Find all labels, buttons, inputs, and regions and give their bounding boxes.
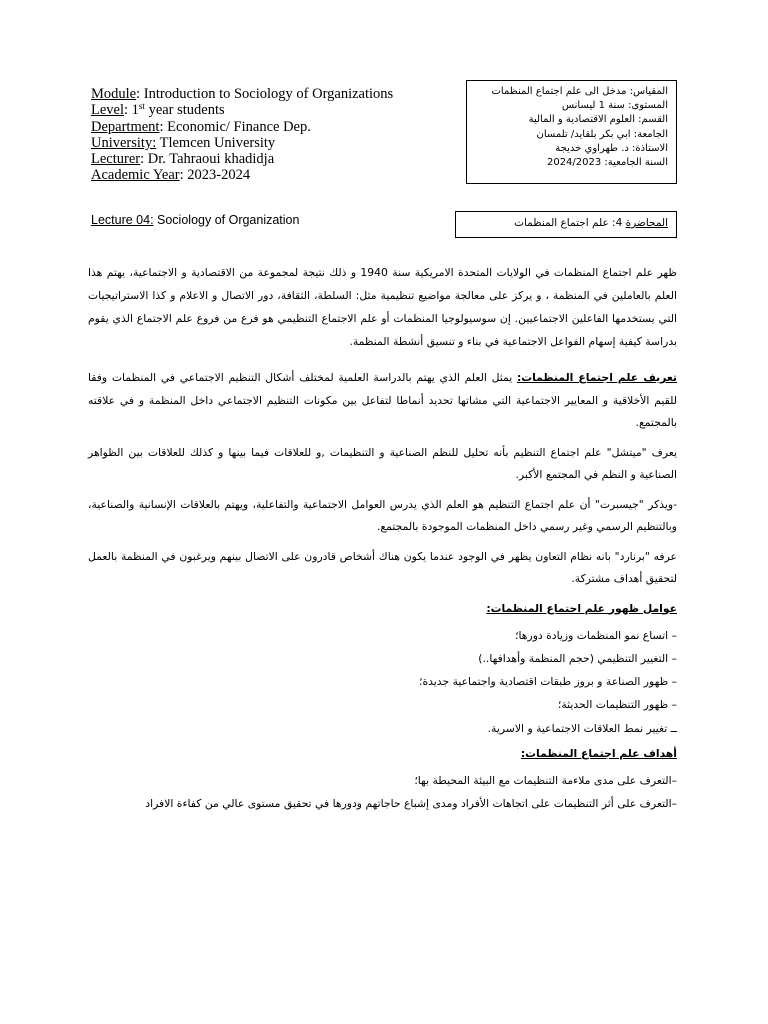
- academic-year-row: [91, 167, 393, 183]
- ar-module-row: المقياس: مدخل الى علم اجتماع المنظمات: [491, 86, 668, 97]
- definition-paragraph: [88, 367, 677, 435]
- goals-heading: أهداف علم اجتماع المنظمات:: [520, 746, 677, 760]
- department-label: Department: [91, 118, 160, 135]
- list-item: ــ تغيير نمط العلاقات الاجتماعية و الاسرية.: [487, 721, 677, 735]
- ar-level-row: المستوى: سنة 1 ليسانس: [561, 100, 668, 112]
- ar-lecture-label: المحاضرة: [625, 217, 668, 229]
- list-item: – اتساع نمو المنظمات وزيادة دورها؛: [515, 628, 677, 642]
- level-value: : 1: [124, 102, 139, 119]
- mitchell-paragraph: يعرف "ميتشل" علم اجتماع التنظيم بأنه تحليل للنظم الصناعية و التنظيمات ,و للعلاقات فيما بينها و كذلك للعلاقات بين الظواهر الصناعية و النظم في المجتمع الأكبر.: [88, 445, 677, 481]
- module-label: Module: [91, 86, 137, 102]
- lecturer-label: Lecturer: [91, 151, 141, 168]
- list-item: – ظهور الصناعة و بروز طبقات اقتصادية واجتماعية جديدة؛: [419, 675, 677, 689]
- lecturer-value: : Dr. Tahraoui khadidja: [140, 151, 275, 168]
- lecture-title-text: Sociology of Organization: [153, 213, 300, 227]
- department-row: [91, 119, 393, 135]
- definition-text: يمثل العلم الذي يهتم بالدراسة العلمية لمختلف أشكال التنظيم الاجتماعي في المنظمات وفقا للقيم الأخلاقية و المعايير الاجتماعية التي مشاتها تحديد أنماطا لتفاعل بين مكونات التنظيم الاجتماعي داخل المنظمة و في علاقته بالمجتمع.: [88, 371, 677, 429]
- ar-lecturer-row: الاستاذة: د. طهراوي خديجة: [555, 142, 668, 154]
- university-value: Tlemcen University: [156, 134, 276, 151]
- english-course-header: [91, 86, 393, 184]
- list-item: – ظهور التنظيمات الحديثة؛: [557, 698, 677, 712]
- definition-heading: تعريف علم اجتماع المنظمات:: [516, 371, 677, 384]
- university-label: University:: [91, 134, 157, 151]
- ar-lecture-title: 4: علم اجتماع المنظمات: [514, 217, 626, 229]
- list-item: –التعرف على أثر التنظيمات على اتجاهات الأفراد ومدى إشباع حاجاتهم ودورها في تحقيق مستوى عالي من كفاءة الافراد: [145, 797, 677, 811]
- academic-year-value: : 2023-2024: [179, 167, 251, 184]
- ar-university-row: الجامعة: ابي بكر بلقايد/ تلمسان: [536, 128, 668, 140]
- level-label: Level: [91, 102, 125, 119]
- academic-year-label: Academic Year: [91, 167, 180, 184]
- lecture-number-label: Lecture 04:: [91, 213, 154, 227]
- lecture-body: [88, 261, 677, 816]
- level-suffix: st: [138, 101, 145, 112]
- arabic-course-header: [466, 80, 677, 184]
- barnard-paragraph: عرفه "برنارد" بانه نظام التعاون يظهر في الوجود عندما يكون هناك أشخاص قادرون على الاتصال بينهم ويرغبون في المنظمة بالعمل لتحقيق أهداف مشتركة.: [88, 549, 677, 585]
- intro-paragraph: ظهر علم اجتماع المنظمات في الولايات المتحدة الامريكية سنة 1940 و ذلك نتيجة لمجموعة من الاقتصادية و الاجتماعية، يهتم هذا العلم بالعاملين في المنظمة ، و يركز على معالجة مواضيع تنظيمية مثل: السلطة، الثقافة، دور الاتصال و الاعلام و كذا الاستراتيجيات التي يستخدمها الفاعلين الاجتماعيين. إن سوسيولوجيا المنظمات أو علم الاجتماع التنظيمي هو فرع من فروع علم الاجتماع الذي يقوم بدراسة كيفية إسهام الفواعل الاجتماعية في بناء و تنسيق أنشطة المنظمة.: [88, 266, 677, 348]
- department-value: : Economic/ Finance Dep.: [159, 118, 311, 135]
- factors-heading: عوامل ظهور علم اجتماع المنظمات:: [486, 601, 677, 615]
- ar-academic-year-row: السنة الجامعية: 2024/2023: [546, 157, 668, 169]
- list-item: – التغيير التنظيمي (حجم المنظمة وأهدافها..): [478, 651, 677, 665]
- module-row: [91, 86, 393, 102]
- module-value: : Introduction to Sociology of Organizations: [136, 86, 394, 102]
- level-row: [91, 102, 393, 118]
- gisbert-paragraph: -ويذكر "جيسبرت" أن علم اجتماع التنظيم هو العلم الذي يدرس العوامل الاجتماعية والتفاعلية، ويهتم بالعلاقات الإنسانية والصناعية، وبالتنظيم الرسمي وغير رسمي داخل المنظمات الموجودة بالمجتمع.: [88, 497, 677, 533]
- lecture-title-english: [91, 213, 299, 227]
- university-row: [91, 135, 393, 151]
- level-value-end: year students: [144, 102, 225, 119]
- list-item: –التعرف على مدى ملاءمة التنظيمات مع البيئة المحيطة بها؛: [414, 773, 677, 787]
- lecturer-row: [91, 151, 393, 167]
- ar-department-row: القسم: العلوم الاقتصادية و المالية: [528, 114, 668, 126]
- lecture-title-arabic: [455, 211, 677, 238]
